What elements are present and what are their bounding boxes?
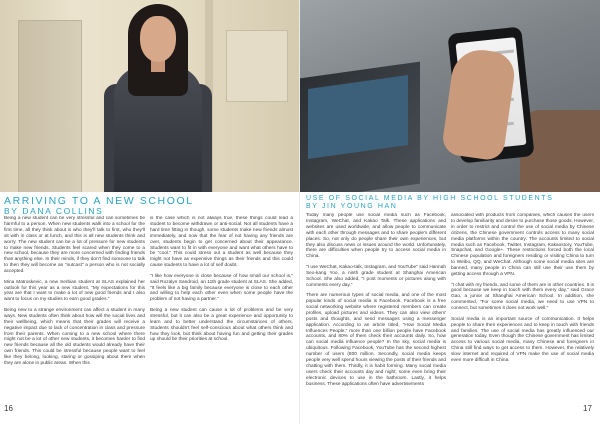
- article-column-2: [451, 213, 594, 403]
- paragraph: Being a new student can cause a lot of problems and be very stressful, but it can also be a great experience and opportunity to learn and to better understand the circumstances of others. Students shouldn't feel self-conscious about what others think and how they look, but think about having fun and getting their grades up should be their priorities at school.: [150, 307, 293, 343]
- article-column-1: [306, 213, 446, 403]
- paragraph: is the case which is not always true, these things could lead a student to become withdrawn or anti-social. Not all students have a hard time fitting in though, some students make new friends almost immediately, and now that the fear of not having any friends are over, students begin to get concerned about their appearance. Students want to fit in with everyone and want what others have to be "cool." This could stress out a student as well because they might not have as expensive things as their friends and this could cause students to have a lot of self doubt.: [150, 216, 293, 269]
- article-column-2: [150, 216, 293, 402]
- page-number: 17: [583, 404, 592, 413]
- paragraph: "I use WeChat, Kakao-talk, Instagram, and YouTube" said Hannah Seo-kang Yoo, a ninth grade student at Shanghai American School. She also added, "I post moments or pictures along with comments every day.": [306, 264, 446, 288]
- paragraph: associated with products from companies, which causes the users to develop familiarity and desire to purchase those goods. However, in order to restrict and control the use of social media by Chinese citizens, the Chinese government controls access to many social media platforms within the country. The accounts limited to social media such as Facebook, Twitter, Instagram, Kakaostory, YouTube, Snapchat, and Google+. These restrictions forced both the local Chinese population and foreigners residing or visiting China to turn to Weibo, QQ, and WeChat. Although some social media sites are banned, many people in China can still use their use them by getting access through a VPN.: [451, 213, 594, 278]
- article-byline: BY JIN YOUNG HAN: [306, 203, 398, 210]
- paragraph: "I chat with my friends, and some of them are in other countries. It is good because we keep in touch with them every day," said Grace Gao, a junior at Shanghai American School. In addition, she commented, "For some social media, we need to use VPN to connect, but sometimes it does not work well.": [451, 282, 594, 312]
- student-portrait-photo: [0, 0, 300, 192]
- paragraph: Being a new student can be very stressful and can sometimes be harmful to a person. When new students walk into a school for the first time, all they think about is who they'll talk to first, who they'll sit with in class or at lunch, and this is all new students think and worry. The new student can be a lot of pressure for new students to make new friends. Students feel scared when they come to a new school, because they are more concerned with finding friends than anything else. In their minds, if they don't find someone to talk to then they will become an "outcast" a person who is not socially accepted.: [4, 216, 145, 275]
- paragraph: Being new to a strange environment can affect a student in many ways. New students often think about how will the social lives and their wellbeing, which means that their grades will receive a negative impact due to lack of concentration in class and pressure from their parents. When coming to a new school where there might not be a lot of other new students, it becomes harder to find new friends because all the old students would already have their own friends. This could be stressful because people want to feel like they belong, looking, staring or gossiping about them when they are alone in public areas. When this: [4, 307, 145, 367]
- paragraph: Social media is an important source of communication. It helps people to share their experiences and to keep in touch with friends and families. The use of social media has greatly influenced our generation today. Even though the Chinese government has limited access to various social media, many Chinese and foreigners in China still find ways to get access to them. However, the relatively slow internet and required of VPN make the use of social media even more difficult in China.: [451, 316, 594, 364]
- paragraph: Mina Matroskevic, a new Serbian student at SLAS explained her outlook for this year as a new student, "My expectations for this year are that I want to make a lot of new good friends and I also want to focus on my studies to earn good grades.": [4, 279, 145, 303]
- paragraph: There are numerous types of social media, and one of the most popular kinds of social media is Facebook. Facebook is a free social networking website where registered members can create profiles, upload pictures and videos. They can also view others' posts and thoughts, and send messages using a messenger application. According to an article titled, "How Social Media Influences People," more than one billion people have Facebook accounts, and 80% of them check their accounts daily. So, how can social media influence people? In the sky, social media is ubiquitous. Following Facebook, YouTube has the second highest number of users (800 million. Secondly, social media keeps people very well spend hours viewing the posts of their friends and chatting with them. Thirdly, it is habit forming. Many social media users check their accounts day and night; some even bring their electronic devices to use in the bathroom. Lastly, it helps business. These applications often have advertisements: [306, 293, 446, 387]
- paragraph: "I like how everyone is close because of how small our school is," said Rozalyn Sandroid, an 11th grade student at SLAS. She added, "It feels like a big family because everyone is close to each other and willing to help each other even when some people have the problem of not having a partner.": [150, 273, 293, 303]
- paragraph: Today many people use social media such as Facebook, Instagram, WeChat, and Kakao Talk. These applications and websites are used worldwide, and allow people to communicate with each other through messages and to share people's different places. So, not only do people share their own experiences, but they also discuss news or issues around the world. Unfortunately, there are difficulties when people try to access social media in China.: [306, 213, 446, 260]
- right-page: [300, 0, 600, 424]
- phone-social-media-photo: [300, 0, 600, 192]
- page-number: 16: [4, 404, 13, 413]
- article-byline: BY DANA COLLINS: [4, 206, 104, 216]
- article-headline: ARRIVING TO A NEW SCHOOL: [4, 195, 194, 207]
- article-headline: USE OF SOCIAL MEDIA BY HIGH SCHOOL STUDENTS: [306, 195, 554, 202]
- article-column-1: [4, 216, 145, 402]
